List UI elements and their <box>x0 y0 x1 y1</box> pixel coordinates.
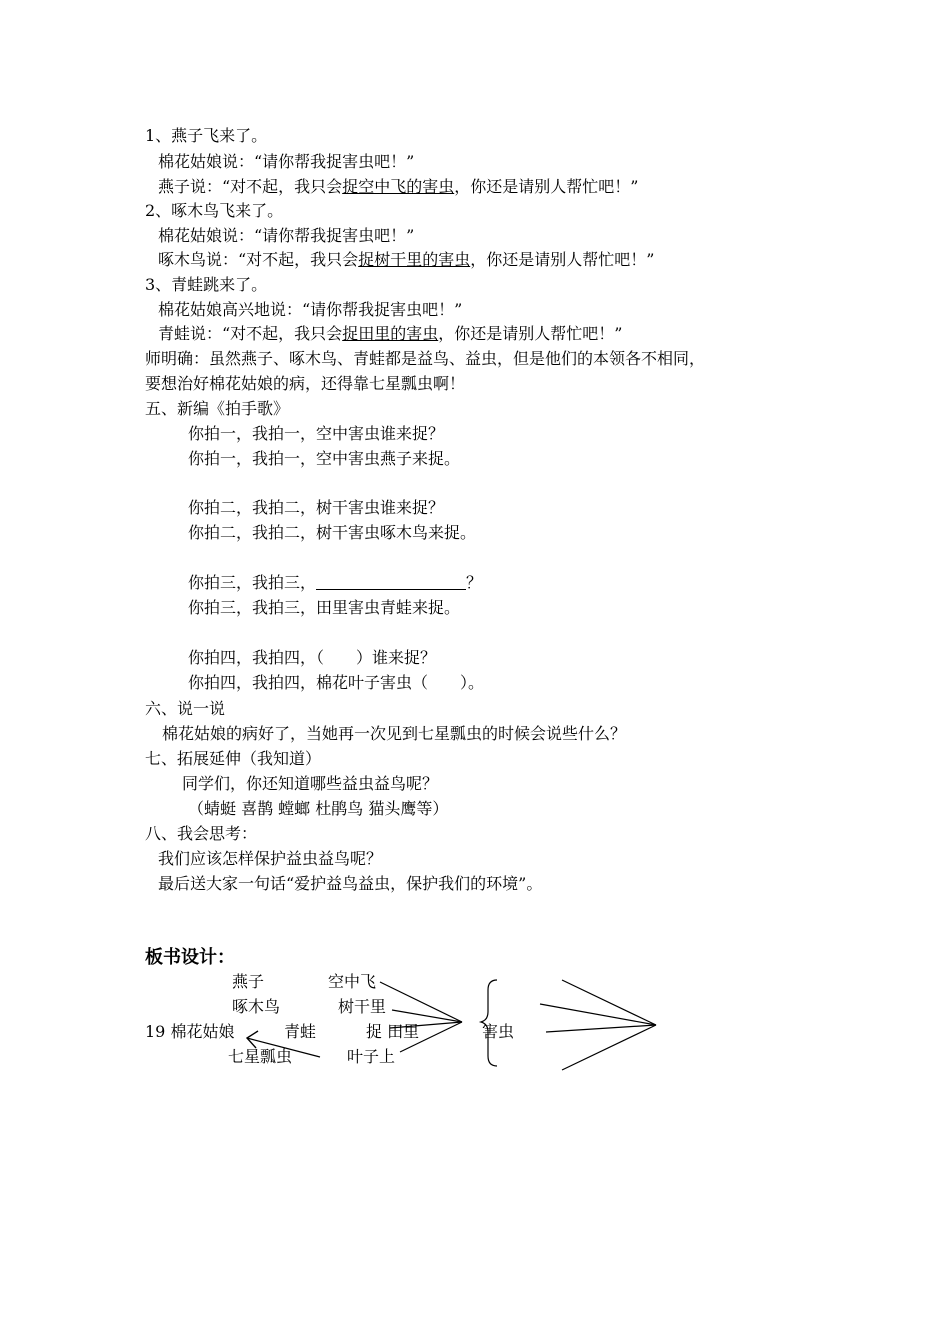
board-catch-in-field: 捉 田里 <box>366 1022 420 1041</box>
board-frog: 青蛙 <box>284 1022 317 1041</box>
frog-reply-post: ，你还是请别人帮忙吧！” <box>438 324 623 343</box>
clap-song-3a-post: ？ <box>466 573 483 592</box>
board-design-heading: 板书设计： <box>145 947 235 968</box>
clap-song-3b: 你拍三，我拍三，田里害虫青蛙来捉。 <box>188 598 461 617</box>
board-in-air: 空中飞 <box>328 972 377 991</box>
teacher-summary-2: 要想治好棉花姑娘的病，还得靠七星瓢虫啊！ <box>145 374 466 393</box>
board-lesson-title: 19 棉花姑娘 <box>145 1022 235 1041</box>
story-line-frog-arrives: 3、青蛙跳来了。 <box>145 275 268 294</box>
arrow-line <box>247 1038 320 1057</box>
woodpecker-reply-pre: 啄木鸟说：“对不起，我只会 <box>158 250 359 269</box>
cotton-girl-asks-2: 棉花姑娘说：“请你帮我捉害虫吧！” <box>158 226 415 245</box>
line-air-to-pest <box>380 982 462 1022</box>
frog-reply-underlined: 捉田里的害虫 <box>342 324 439 343</box>
swallow-reply-underlined: 捉空中飞的害虫 <box>342 177 455 196</box>
closing-sentence: 最后送大家一句话“爱护益鸟益虫，保护我们的环境”。 <box>158 874 543 893</box>
section-eight-question: 我们应该怎样保护益虫益鸟呢？ <box>158 849 383 868</box>
section-six-heading: 六、说一说 <box>145 699 226 718</box>
section-seven-examples: （蜻蜓 喜鹊 螳螂 杜鹃鸟 猫头鹰等） <box>188 799 449 818</box>
story-line-swallow-arrives: 1、燕子飞来了。 <box>145 126 268 145</box>
woodpecker-reply-post: ，你还是请别人帮忙吧！” <box>470 250 655 269</box>
clap-song-4a: 你拍四，我拍四，（ ）谁来捉？ <box>188 648 437 667</box>
clap-song-2a: 你拍二，我拍二，树干害虫谁来捉？ <box>188 498 445 517</box>
section-eight-heading: 八、我会思考： <box>145 824 258 843</box>
cotton-girl-asks-1: 棉花姑娘说：“请你帮我捉害虫吧！” <box>158 152 415 171</box>
clap-song-4b: 你拍四，我拍四，棉花叶子害虫（ ）。 <box>188 673 485 692</box>
fan-line-4 <box>562 1025 656 1070</box>
frog-reply-pre: 青蛙说：“对不起，我只会 <box>158 324 343 343</box>
fan-line-3 <box>546 1025 656 1032</box>
clap-song-3a-pre: 你拍三，我拍三， <box>188 573 317 592</box>
section-six-question: 棉花姑娘的病好了，当她再一次见到七星瓢虫的时候会说些什么？ <box>162 724 627 743</box>
board-on-leaves: 叶子上 <box>347 1047 396 1066</box>
fan-line-2 <box>540 1004 656 1025</box>
fan-line-1 <box>562 980 656 1025</box>
clap-song-2b: 你拍二，我拍二，树干害虫啄木鸟来捉。 <box>188 523 477 542</box>
woodpecker-reply-underlined: 捉树干里的害虫 <box>358 250 471 269</box>
teacher-summary-1: 师明确：虽然燕子、啄木鸟、青蛙都是益鸟、益虫，但是他们的本领各不相同， <box>145 349 706 368</box>
board-pests: 害虫 <box>482 1022 515 1041</box>
swallow-reply-pre: 燕子说：“对不起，我只会 <box>158 177 343 196</box>
board-woodpecker: 啄木鸟 <box>232 997 281 1016</box>
line-trunk-to-pest <box>392 1010 462 1022</box>
story-line-woodpecker-arrives: 2、啄木鸟飞来了。 <box>145 201 284 220</box>
board-in-trunk: 树干里 <box>338 997 387 1016</box>
section-seven-question: 同学们，你还知道哪些益虫益鸟呢？ <box>182 774 439 793</box>
board-ladybug: 七星瓢虫 <box>228 1047 293 1066</box>
section-five-heading: 五、新编《拍手歌》 <box>145 399 290 418</box>
clap-song-1a: 你拍一，我拍一，空中害虫谁来捉？ <box>188 424 445 443</box>
brace-icon <box>481 980 497 1066</box>
swallow-reply-post: ，你还是请别人帮忙吧！” <box>454 177 639 196</box>
section-seven-heading: 七、拓展延伸（我知道） <box>145 749 322 768</box>
clap-song-1b: 你拍一，我拍一，空中害虫燕子来捉。 <box>188 449 461 468</box>
cotton-girl-asks-3: 棉花姑娘高兴地说：“请你帮我捉害虫吧！” <box>158 300 463 319</box>
board-swallow: 燕子 <box>232 972 265 991</box>
